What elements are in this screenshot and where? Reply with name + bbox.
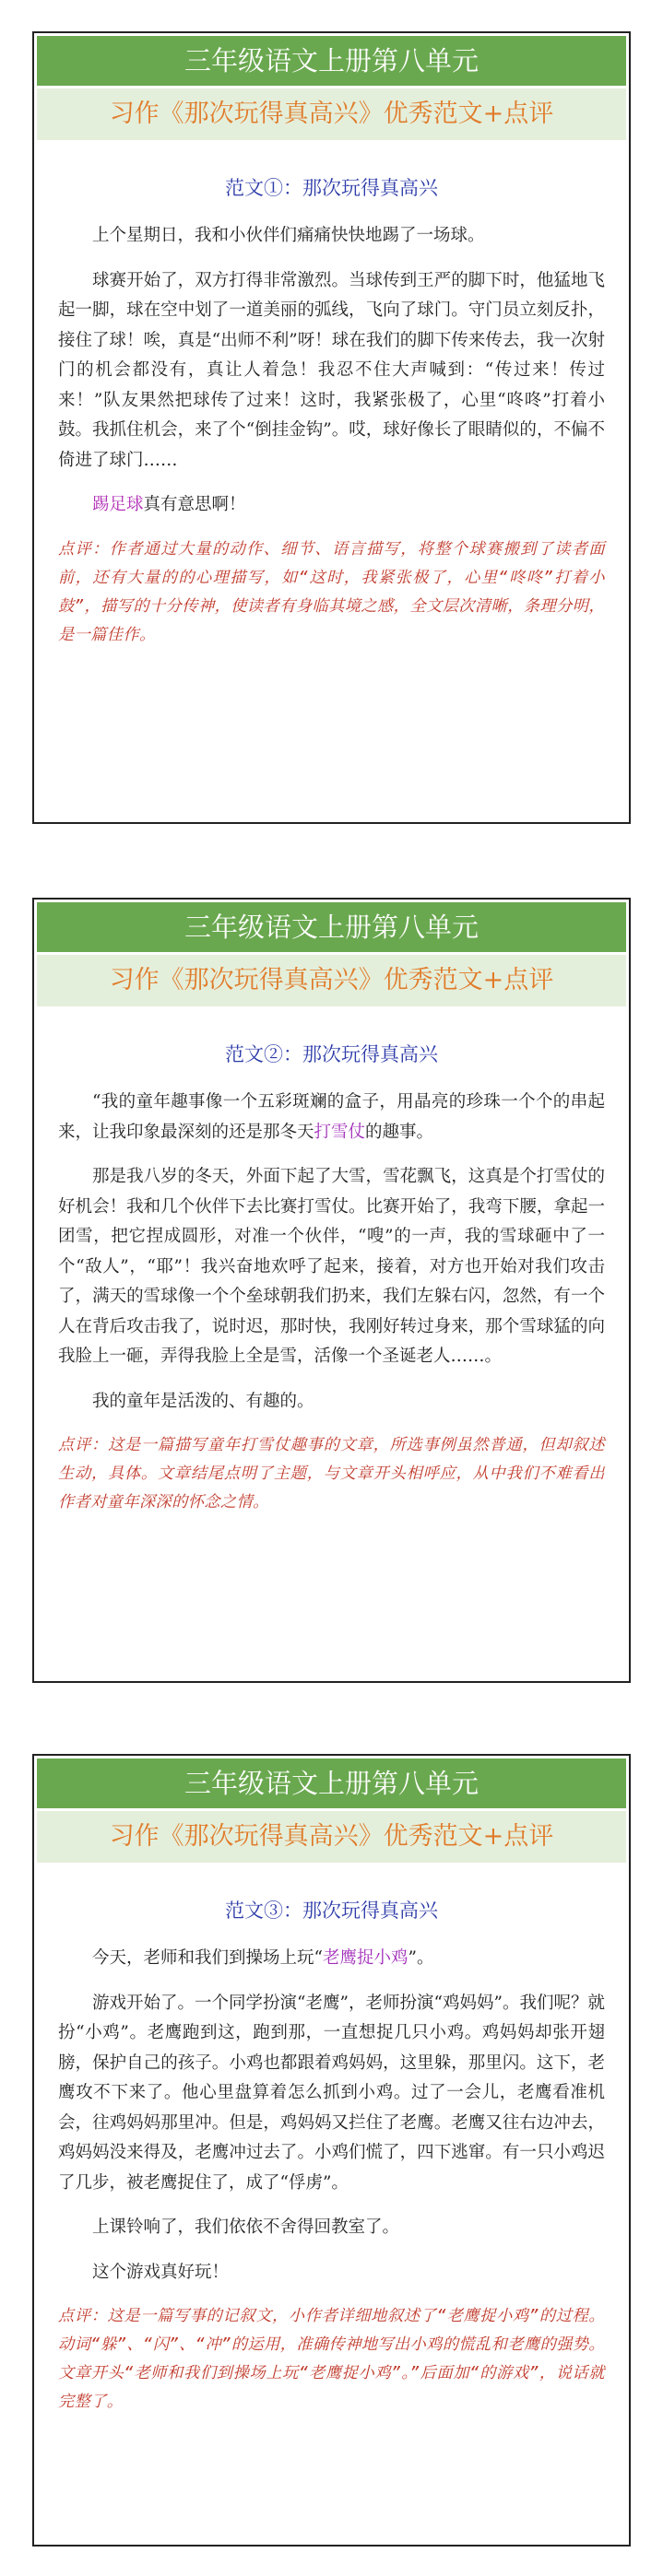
review-comment: 点评：这是一篇写事的记叙文，小作者详细地叙述了“老鹰捉小鸡”的过程。动词“躲”、“闪”、“冲”的运用，准确传神地写出小鸡的慌乱和老鹰的强势。文章开头“老师和我们到操场上玩“老鹰捉小鸡”。”后面加“的游戏”，说话就完整了。 (58, 2307, 605, 2411)
card-body (34, 1006, 629, 1517)
essay-paragraph: 那是我八岁的冬天，外面下起了大雪，雪花飘飞，这真是个打雪仗的好机会！我和几个伙伴下去比赛打雪仗。比赛开始了，我弯下腰，拿起一团雪，把它捏成圆形，对准一个伙伴，“嗖”的一声，我的雪球砸中了一个“敌人”，“耶”！我兴奋地欢呼了起来，接着，对方也开始对我们攻击了，满天的雪球像一个个垒球朝我们扔来，我们左躲右闪，忽然，有一个人在背后攻击我了，说时迟，那时快，我刚好转过身来，那个雪球猛的向我脸上一砸，弄得我脸上全是雪，活像一个圣诞老人……。 (58, 1167, 605, 1366)
highlight-keyword: 打雪仗 (314, 1122, 366, 1142)
essay-card-2 (32, 898, 631, 1683)
essay-paragraph (58, 1944, 605, 1974)
essay-paragraph (58, 490, 605, 521)
card-header: 三年级语文上册第八单元 (37, 1759, 626, 1808)
essay-paragraph: 游戏开始了。一个同学扮演“老鹰”，老师扮演“鸡妈妈”。我们呢？就扮“小鸡”。老鹰跑到这，跑到那，一直想捉几只小鸡。鸡妈妈却张开翅膀，保护自己的孩子。小鸡也都跟着鸡妈妈，这里躲，那里闪。这下，老鹰攻不下来了。他心里盘算着怎么抓到小鸡。过了一会儿，老鹰看准机会，往鸡妈妈那里冲。但是，鸡妈妈又拦住了老鹰。老鹰又往右边冲去，鸡妈妈没来得及，老鹰冲过去了。小鸡们慌了，四下逃窜。有一只小鸡迟了几步，被老鹰捉住了，成了“俘虏”。 (58, 1993, 605, 2193)
card-subheader: 习作《那次玩得真高兴》优秀范文+点评 (37, 88, 626, 140)
paragraph-text: “我的童年趣事像一个五彩斑斓的盒子，用晶亮的珍珠一个个的串起来，让我印象最深刻的还是那冬天 (58, 1092, 605, 1142)
review-comment: 点评：这是一篇描写童年打雪仗趣事的文章，所选事例虽然普通，但却叙述生动，具体。文章结尾点明了主题，与文章开头相呼应，从中我们不难看出作者对童年深深的怀念之情。 (58, 1436, 605, 1511)
essay-paragraph: 球赛开始了，双方打得非常激烈。当球传到王严的脚下时，他猛地飞起一脚，球在空中划了一道美丽的弧线，飞向了球门。守门员立刻反扑，接住了球！唉，真是“出师不利”呀！球在我们的脚下传来传去，我一次射门的机会都没有，真让人着急！我忍不住大声喊到：“传过来！传过来！”队友果然把球传了过来！这时，我紧张极了，心里“咚咚”打着小鼓。我抓住机会，来了个“倒挂金钩”。哎，球好像长了眼睛似的，不偏不倚进了球门…… (58, 270, 605, 470)
essay-paragraph: 上课铃响了，我们依依不舍得回教室了。 (92, 2217, 400, 2237)
essay-title: 范文①：那次玩得真高兴 (225, 177, 438, 199)
highlight-keyword: 老鹰捉小鸡 (322, 1948, 408, 1968)
review-comment: 点评：作者通过大量的动作、细节、语言描写，将整个球赛搬到了读者面前，还有大量的的心理描写，如“这时，我紧张极了，心里“咚咚”打着小鼓”，描写的十分传神，使读者有身临其境之感，全文层次清晰，条理分明，是一篇佳作。 (58, 539, 605, 644)
essay-paragraph: 我的童年是活泼的、有趣的。 (92, 1391, 314, 1411)
essay-paragraph: 这个游戏真好玩！ (92, 2262, 230, 2282)
card-subheader: 习作《那次玩得真高兴》优秀范文+点评 (37, 955, 626, 1006)
paragraph-text: ”。 (408, 1948, 434, 1968)
card-body (34, 1863, 629, 2417)
essay-title: 范文②：那次玩得真高兴 (225, 1043, 438, 1065)
paragraph-text: 真有意思啊！ (143, 495, 246, 514)
essay-paragraph (58, 1088, 605, 1147)
highlight-keyword: 踢足球 (92, 495, 144, 514)
card-header: 三年级语文上册第八单元 (37, 902, 626, 952)
essay-card-3 (32, 1754, 631, 2547)
paragraph-text: 的趣事。 (365, 1122, 434, 1142)
essay-paragraph: 上个星期日，我和小伙伴们痛痛快快地踢了一场球。 (92, 226, 485, 245)
card-body (34, 140, 629, 650)
card-header: 三年级语文上册第八单元 (37, 36, 626, 86)
essay-title: 范文③：那次玩得真高兴 (225, 1900, 438, 1922)
card-subheader: 习作《那次玩得真高兴》优秀范文+点评 (37, 1811, 626, 1863)
essay-card-1 (32, 31, 631, 824)
paragraph-text: 今天，老师和我们到操场上玩“ (92, 1948, 323, 1968)
